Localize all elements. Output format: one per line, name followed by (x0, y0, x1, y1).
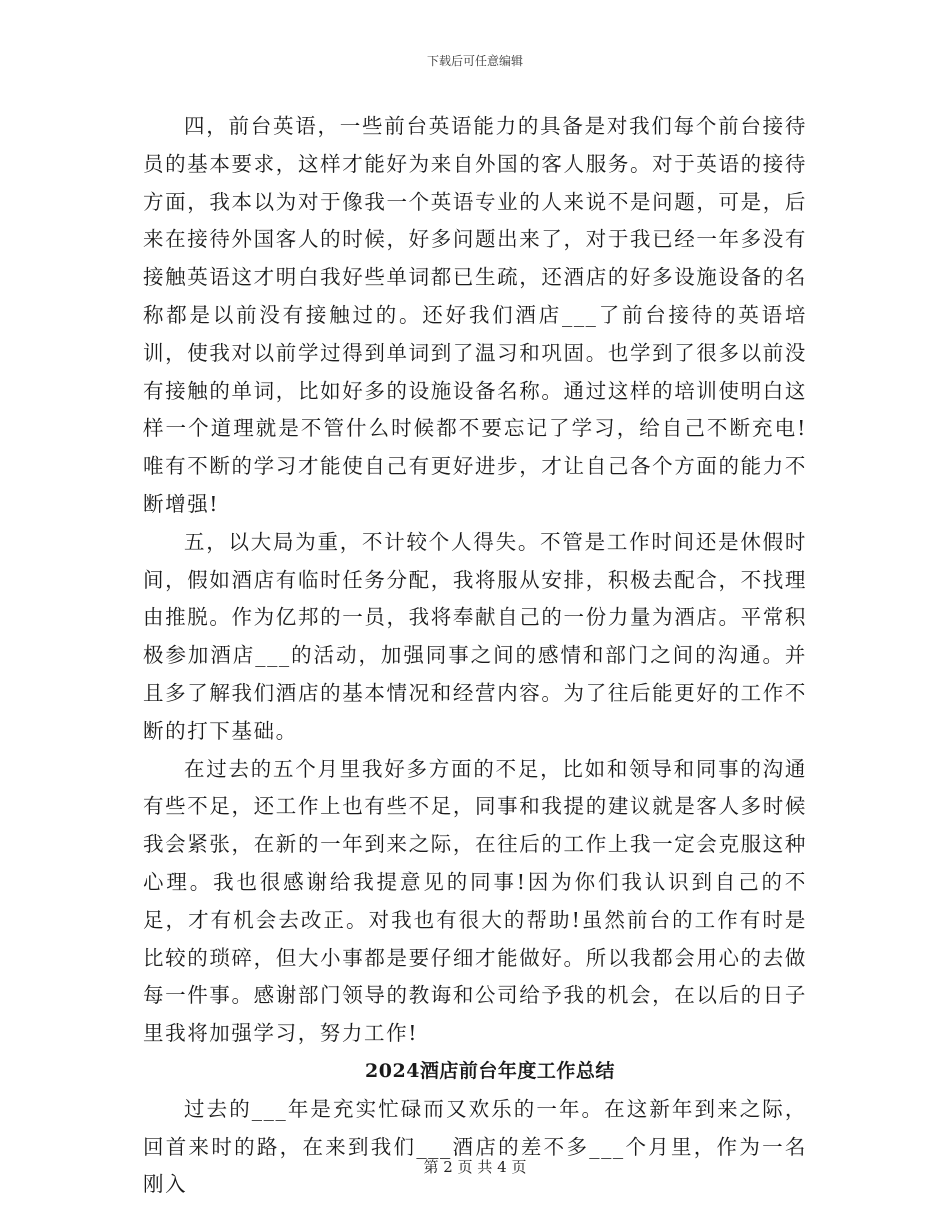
paragraph-shortcomings: 在过去的五个月里我好多方面的不足，比如和领导和同事的沟通有些不足，还工作上也有些不足，同事和我提的建议就是客人多时候我会紧张，在新的一年到来之际，在往后的工作上我一定会克服这种心理。我也很感谢给我提意见的同事!因为你们我认识到自己的不足，才有机会去改正。对我也有很大的帮助!虽然前台的工作有时是比较的琐碎，但大小事都是要仔细才能做好。所以我都会用心的去做每一件事。感谢部门领导的教诲和公司给予我的机会，在以后的日子里我将加强学习，努力工作! (143, 756, 807, 1046)
paragraph-team-spirit: 五，以大局为重，不计较个人得失。不管是工作时间还是休假时间，假如酒店有临时任务分配，我将服从安排，积极去配合，不找理由推脱。作为亿邦的一员，我将奉献自己的一份力量为酒店。平常积极参加酒店___的活动，加强同事之间的感情和部门之间的沟通。并且多了解我们酒店的基本情况和经营内容。为了往后能更好的工作不断的打下基础。 (143, 529, 807, 743)
paragraph-front-desk-english: 四，前台英语，一些前台英语能力的具备是对我们每个前台接待员的基本要求，这样才能好为来自外国的客人服务。对于英语的接待方面，我本以为对于像我一个英语专业的人来说不是问题，可是，后来在接待外国客人的时候，好多问题出来了，对于我已经一年多没有接触英语这才明白我好些单词都已生疏，还酒店的好多设施设备的名称都是以前没有接触过的。还好我们酒店___了前台接待的英语培训，使我对以前学过得到单词到了温习和巩固。也学到了很多以前没有接触的单词，比如好多的设施设备名称。通过这样的培训使明白这样一个道理就是不管什么时候都不要忘记了学习，给自己不断充电!唯有不断的学习才能使自己有更好进步，才让自己各个方面的能力不断增强! (143, 114, 807, 516)
page-number: 第 2 页 共 4 页 (423, 1158, 527, 1176)
page-header-note: 下载后可任意编辑 (426, 54, 523, 68)
document-body (143, 108, 807, 1204)
paragraph-summary-intro: 过去的___年是充实忙碌而又欢乐的一年。在这新年到来之际，回首来时的路，在来到我们___酒店的差不多___个月里，作为一名刚入 (143, 1096, 807, 1197)
section-title: 2024酒店前台年度工作总结 (365, 1059, 615, 1082)
